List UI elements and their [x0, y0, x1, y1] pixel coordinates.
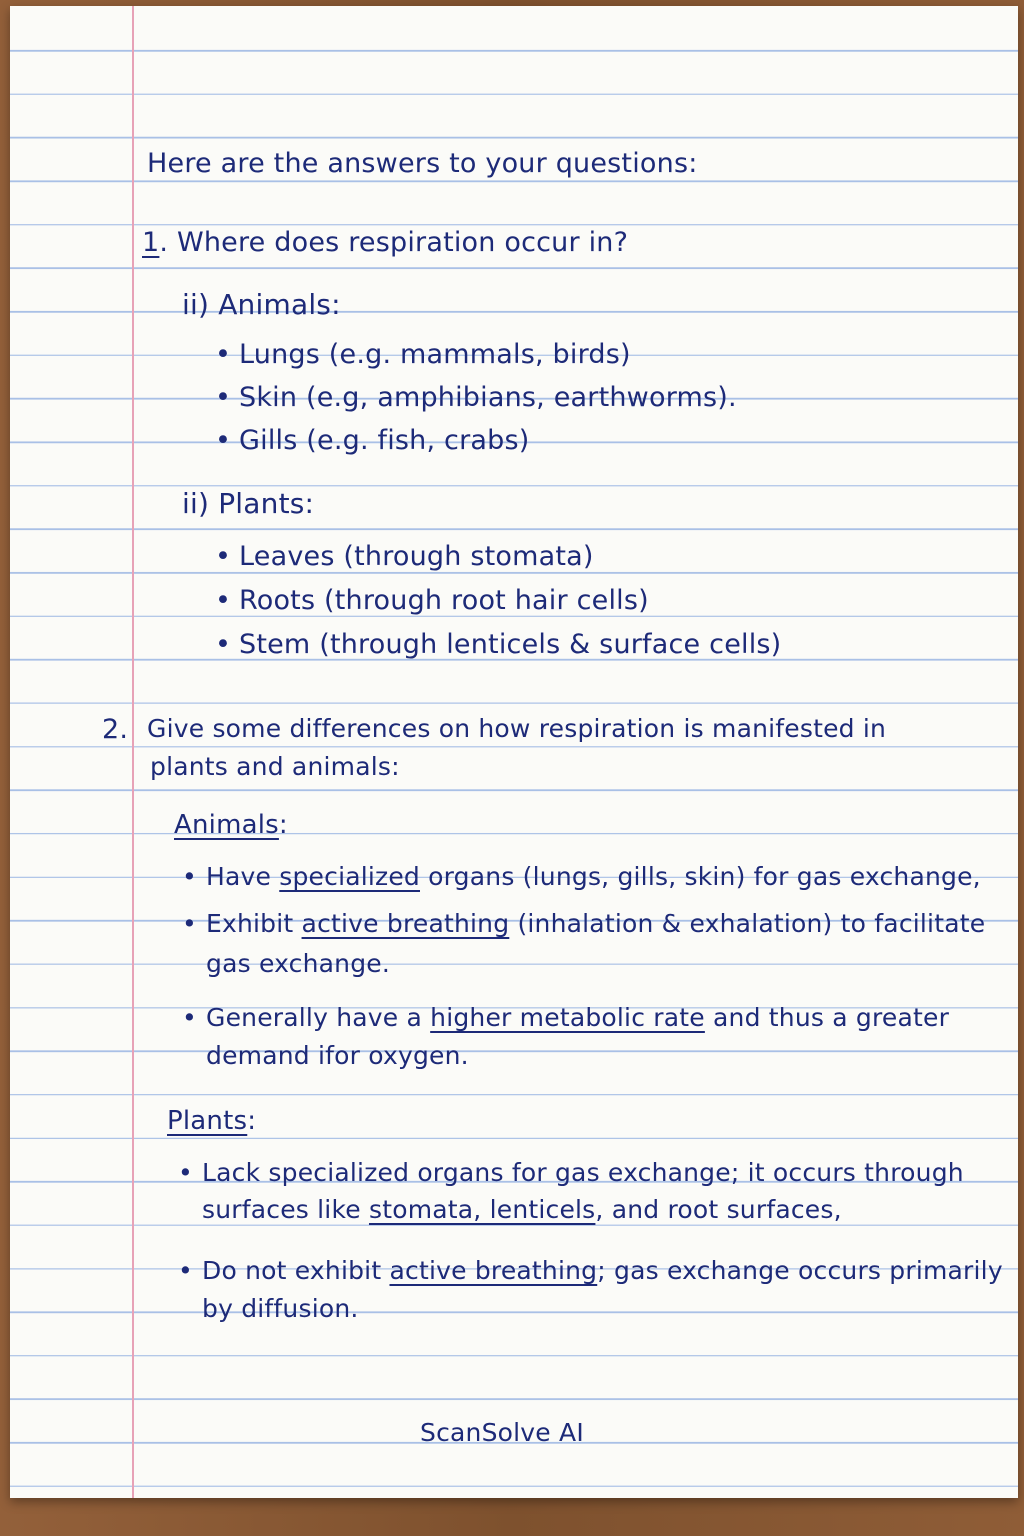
list-item	[182, 862, 981, 891]
plants-marker: ii)	[182, 487, 210, 520]
list-item	[215, 425, 530, 456]
question-2-line-2: plants and animals:	[150, 752, 400, 781]
list-item-text: Have	[206, 862, 280, 891]
intro-line: Here are the answers to your questions:	[147, 148, 698, 179]
question-1	[142, 227, 628, 258]
list-item-text: Gills (e.g. fish, crabs)	[239, 425, 530, 456]
plants-heading: Plants:	[218, 487, 315, 520]
underlined-term: specialized	[279, 862, 420, 891]
margin-line	[132, 6, 134, 1498]
list-item	[215, 339, 631, 370]
list-item	[178, 1256, 1003, 1285]
underlined-term: stomata, lenticels	[368, 1195, 596, 1224]
list-item	[215, 382, 737, 413]
list-item-text: Do not exhibit	[202, 1256, 390, 1285]
list-item-text: Lungs (e.g. mammals, birds)	[239, 339, 631, 370]
heading-colon: :	[278, 810, 288, 840]
list-item-text: (inhalation & exhalation) to facilitate	[509, 909, 986, 938]
list-item	[215, 585, 649, 616]
list-item-text: Skin (e.g, amphibians, earthworms).	[239, 382, 737, 413]
animals-heading: Animals:	[218, 288, 341, 321]
list-item-text: ; gas exchange occurs primarily	[597, 1256, 1003, 1285]
list-item	[182, 909, 985, 938]
footer-brand: ScanSolve AI	[420, 1418, 584, 1447]
list-item-continuation	[202, 1195, 842, 1224]
plants-differences-heading-text: Plants	[167, 1106, 248, 1136]
question-2-line-1: Give some differences on how respiration is manifested in	[147, 714, 887, 743]
list-item-text: Generally have a	[206, 1003, 431, 1032]
list-item	[182, 1003, 949, 1032]
list-item-text: Roots (through root hair cells)	[239, 585, 649, 616]
list-item	[215, 541, 594, 572]
list-item-continuation: by diffusion.	[202, 1294, 359, 1323]
list-item-text: , and root surfaces,	[595, 1195, 842, 1224]
animals-marker: ii)	[182, 288, 210, 321]
list-item-text: Exhibit	[206, 909, 302, 938]
question-2-number: 2.	[102, 714, 129, 745]
question-1-number: 1	[142, 227, 160, 258]
question-1-text: . Where does respiration occur in?	[159, 227, 629, 258]
list-item-text: organs (lungs, gills, skin) for gas exchange,	[420, 862, 981, 891]
list-item-continuation: demand ifor oxygen.	[206, 1041, 469, 1070]
list-item	[215, 629, 781, 660]
list-item-text: Leaves (through stomata)	[239, 541, 594, 572]
list-item	[178, 1158, 964, 1187]
list-item-text: Stem (through lenticels & surface cells)	[239, 629, 782, 660]
list-item-continuation: gas exchange.	[206, 949, 391, 978]
underlined-term: higher metabolic rate	[430, 1003, 705, 1032]
heading-colon: :	[247, 1106, 257, 1136]
animals-differences-heading	[174, 810, 288, 840]
underlined-term: active breathing	[301, 909, 510, 938]
list-item-text: and thus a greater	[704, 1003, 950, 1032]
plants-subheading	[182, 487, 314, 520]
plants-differences-heading	[167, 1106, 256, 1136]
list-item-text: surfaces like	[202, 1195, 369, 1224]
animals-differences-heading-text: Animals	[174, 810, 279, 840]
list-item-text: Lack specialized organs for gas exchange; it occurs through	[202, 1158, 964, 1187]
animals-subheading	[182, 288, 341, 321]
underlined-term: active breathing	[389, 1256, 598, 1285]
notebook-page	[10, 6, 1018, 1498]
